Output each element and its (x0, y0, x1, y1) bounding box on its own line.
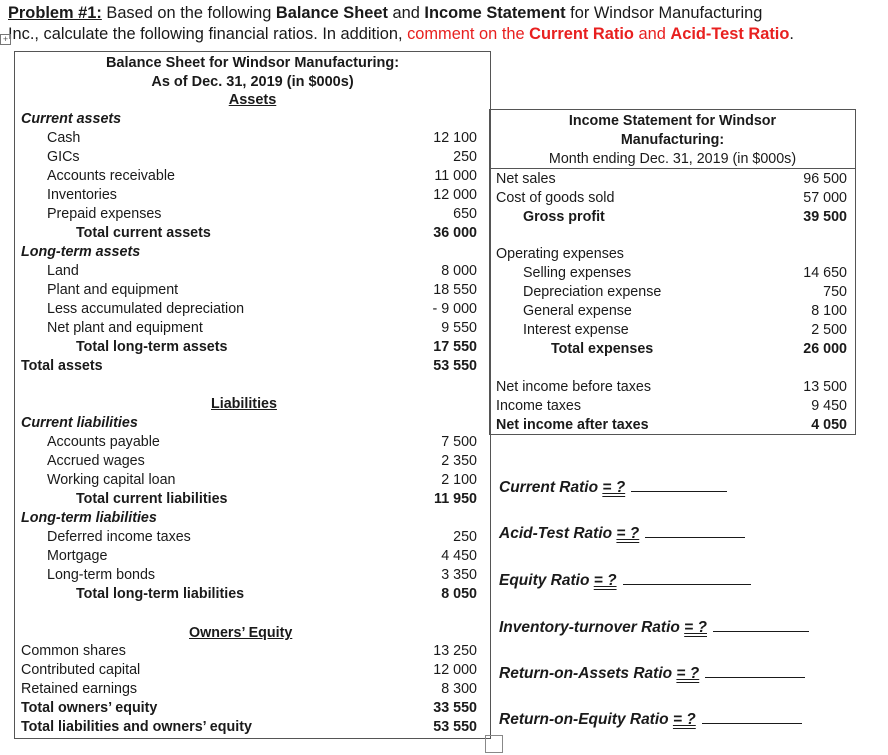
divider (490, 168, 855, 169)
income-statement-period: Month ending Dec. 31, 2019 (in $000s) (548, 151, 797, 167)
header-is-name: Income Statement (424, 4, 566, 22)
header-red-current-ratio: Current Ratio (529, 25, 634, 43)
resize-handle[interactable] (485, 735, 503, 753)
question-current-ratio: Current Ratio = ? (499, 477, 727, 497)
answer-blank[interactable] (623, 570, 751, 585)
problem-label: Problem #1: (8, 4, 102, 22)
header-red-1: comment on the (407, 25, 530, 43)
header-text-1: Based on the following (101, 4, 276, 22)
balance-sheet-date: As of Dec. 31, 2019 (in $000s) (151, 74, 354, 90)
question-return-on-equity-ratio: Return-on-Equity Ratio = ? (499, 709, 802, 729)
income-statement-title: Income Statement for Windsor (568, 113, 777, 129)
owners-equity-heading: Owners’ Equity (189, 625, 293, 641)
question-equity-ratio: Equity Ratio = ? (499, 570, 751, 590)
header-text-2: and (387, 4, 425, 22)
income-statement: Income Statement for Windsor Manufacturing: Month ending Dec. 31, 2019 (in $000s) Net sales 96 500 Cost of goods sold 57 000 Gross profit 39 500 Operating expenses Selling expenses 14 650 Depreciation expense 750 General expense 8 100 Interest expense 2 500 Total expenses 26 000 Net income before taxes 13 500 Income taxes 9 450 Net income after taxes 4 050 (489, 109, 856, 435)
income-statement-title-2: Manufacturing: (620, 132, 725, 148)
answer-blank[interactable] (705, 663, 805, 678)
answer-blank[interactable] (631, 477, 727, 492)
balance-sheet: Balance Sheet for Windsor Manufacturing: As of Dec. 31, 2019 (in $000s) Assets Current assets Cash 12 100 GICs 250 Accounts receivable 11 000 Inventories 12 000 Prepaid expenses 650 Total current assets 36 000 Long-term assets Land 8 000 Plant and equipment 18 550 Less accumulated depreciation - 9 000 Net plant and equipment 9 550 Total long-term assets 17 550 Total assets 53 550 Liabilities Current liabilities Accounts payable 7 500 Accrued wages 2 350 Working capital loan 2 100 Total current liabilities 11 950 Long-term liabilities Deferred income taxes 250 Mortgage 4 450 Long-term bonds 3 350 Total long-term liabilities 8 050 Owners’ Equity Common shares 13 250 Contributed capital 12 000 Retained earnings 8 300 Total owners’ equity 33 550 Total liabilities and owners’ equity 53 550 (14, 51, 491, 739)
answer-blank[interactable] (702, 709, 802, 724)
liabilities-heading: Liabilities (211, 396, 277, 412)
question-acid-test-ratio: Acid-Test Ratio = ? (499, 523, 745, 543)
header-end: . (789, 25, 794, 43)
answer-blank[interactable] (713, 617, 809, 632)
assets-heading: Assets (228, 92, 277, 108)
question-return-on-assets-ratio: Return-on-Assets Ratio = ? (499, 663, 805, 683)
balance-sheet-title: Balance Sheet for Windsor Manufacturing: (105, 55, 400, 71)
header-red-and: and (633, 25, 671, 43)
header-text-4: Inc., calculate the following financial ratios. In addition, (8, 25, 408, 43)
question-inventory-turnover-ratio: Inventory-turnover Ratio = ? (499, 617, 809, 637)
problem-statement (8, 3, 880, 45)
answer-blank[interactable] (645, 523, 745, 538)
table-move-handle-icon[interactable]: + (0, 34, 11, 45)
header-bs-name: Balance Sheet (275, 4, 388, 22)
header-text-3: for Windsor Manufacturing (565, 4, 763, 22)
header-red-acid-test: Acid-Test Ratio (670, 25, 790, 43)
